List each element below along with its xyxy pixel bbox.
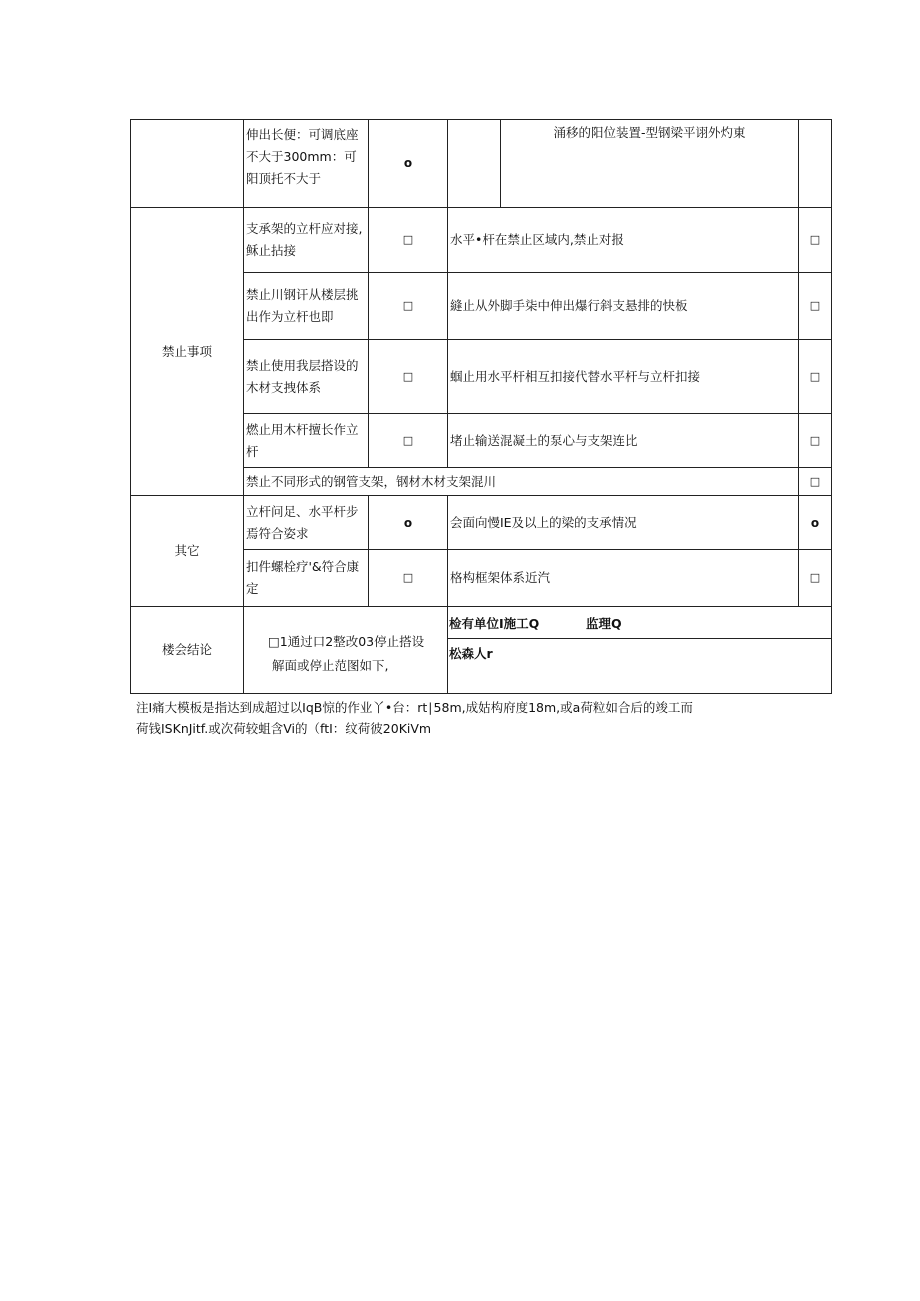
row-divider-1 — [130, 207, 832, 208]
other-item-right-2: 格构框架体系近汽 — [450, 569, 551, 585]
col-divider-3a — [447, 119, 448, 468]
conclusion-section-label: 楼会结论 — [161, 642, 212, 657]
other-item-right-1: 会面向慢IE及以上的梁的支承情况 — [450, 514, 637, 530]
prohibited-check-left-3[interactable]: □ — [402, 369, 414, 383]
prohibited-item-left-4: 燃止用木杆擅长作立杆 — [246, 421, 359, 459]
col-divider-1 — [243, 119, 244, 694]
prohibited-item-right-3: 蝈止用水平杆相互扣接代替水平杆与立杆扣接 — [450, 368, 701, 384]
prohibited-check-right-3[interactable]: □ — [809, 369, 821, 383]
prohibited-check-right-4[interactable]: □ — [809, 433, 821, 447]
prohibited-check-left-2[interactable]: □ — [402, 299, 414, 312]
extension-length-mark[interactable]: o — [403, 156, 413, 170]
table-bottom-border — [130, 693, 832, 694]
other-check-left-2[interactable]: □ — [402, 570, 414, 584]
other-check-left-1[interactable]: o — [403, 515, 413, 530]
row-divider-2 — [243, 272, 832, 273]
prohibited-check-right-1[interactable]: □ — [809, 233, 821, 246]
note-line-2: 荷钱ISKnJitf.或次荷较蛆含Vi的（ftI：纹荷彼20KiVm — [136, 721, 432, 736]
extension-length-item: 伸出长便：可调底座不大于300mm：可阳顶托不大于 — [246, 127, 359, 186]
row-divider-6 — [130, 495, 832, 496]
row-divider-5 — [243, 467, 832, 468]
prohibited-item-left-1: 支承架的立杆应对接,稣止拈接 — [246, 221, 363, 258]
prohibited-item-left-3: 禁止使用我层搭设的木材支拽体系 — [246, 357, 359, 395]
prohibited-item-right-1: 水平•杆在禁止区域内,禁止对报 — [450, 232, 624, 247]
other-item-left-2: 扣件螺栓疗'&符合康定 — [246, 558, 360, 596]
table-left-border — [130, 119, 131, 694]
note-line-1: 注I痛大模板是指达到成超过以IqB惊的作业丫•台：rt∣58m,成姑构府度18m,或a荷粒如合后的竣工而 — [136, 700, 693, 715]
row-divider-7 — [243, 549, 832, 550]
prohibited-check-left-4[interactable]: □ — [402, 433, 414, 447]
prohibited-item-left-2: 禁止川钢讦从楼层挑出作为立杆也即 — [246, 287, 359, 324]
conclusion-options[interactable]: □1通过口2整改03停止搭设 — [268, 634, 425, 649]
prohibited-item-right-4: 堵止输送混凝土的泵心与支架连比 — [450, 432, 638, 448]
col-divider-2a — [368, 119, 369, 468]
prohibited-mixed-support-item: 禁止不同形式的钢管支架，钢材木材支架混川 — [246, 473, 497, 489]
prohibited-item-right-2: 縫止从外脚手柒中伸出爆行斜支悬排的快板 — [450, 298, 688, 313]
table-right-border — [831, 119, 832, 694]
inspector-label: 松森人r — [449, 646, 493, 661]
other-section-label: 其它 — [174, 543, 200, 558]
prohibited-mixed-support-check[interactable]: □ — [809, 474, 821, 488]
row-divider-8 — [130, 606, 832, 607]
conclusion-scope-text: 解面或停止范图如下, — [272, 658, 389, 673]
other-item-left-1: 立杆问足、水平杆步焉符合姿求 — [246, 503, 359, 541]
prohibited-section-label: 禁止事项 — [161, 344, 212, 359]
prohibited-check-right-2[interactable]: □ — [809, 299, 821, 312]
row-divider-3 — [243, 339, 832, 340]
col-divider-5 — [798, 119, 799, 607]
table-top-border — [130, 119, 832, 120]
col-divider-2b — [368, 495, 369, 607]
col-divider-4 — [500, 119, 501, 208]
cantilever-device-item: 涌移的阳位装置-型钢梁平诩外灼東 — [553, 125, 746, 140]
supervision-label: 监理Q — [586, 616, 622, 631]
other-check-right-2[interactable]: □ — [809, 570, 821, 584]
col-divider-3b — [447, 495, 448, 694]
inspection-unit-label: 检有单位I施工Q — [449, 616, 540, 631]
row-divider-4 — [243, 413, 832, 414]
row-divider-9 — [448, 638, 832, 639]
prohibited-check-left-1[interactable]: □ — [402, 233, 414, 246]
other-check-right-1[interactable]: o — [810, 515, 820, 530]
